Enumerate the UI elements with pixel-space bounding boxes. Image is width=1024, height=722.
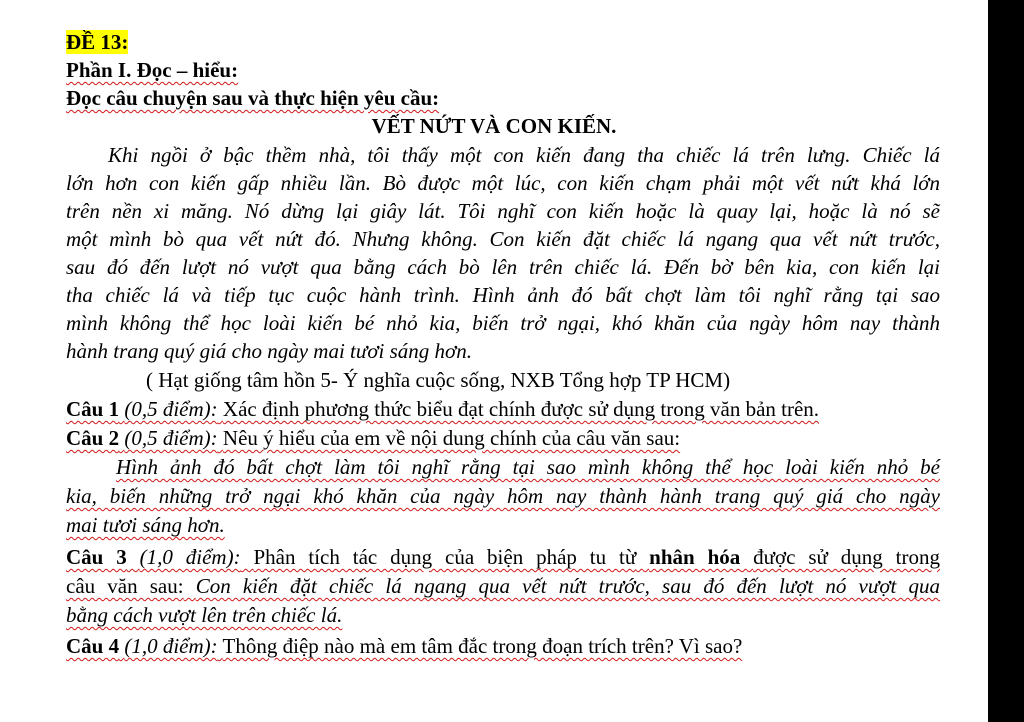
question-2-quote-line: mai tươi sáng hơn.: [66, 513, 225, 537]
question-2-quote-line: Hình ảnh đó bất chợt làm tôi nghĩ rằng tại sao mình không thể học loài kiến nhỏ bé: [116, 455, 940, 479]
exam-title: ĐỀ 13:: [66, 30, 129, 54]
question-3-line-3: bằng cách vượt lên trên chiếc lá.: [66, 603, 343, 627]
question-text: được sử dụng trong: [753, 545, 940, 569]
question-quote: Con kiến đặt chiếc lá ngang qua vết nứt trước, sau đó đến lượt nó vượt qua: [195, 574, 941, 598]
instruction: Đọc câu chuyện sau và thực hiện yêu cầu:: [66, 86, 440, 110]
story-line: tha chiếc lá và tiếp tục cuộc hành trình. Hình ảnh đó bất chợt làm tôi nghĩ rằng tại sao: [66, 283, 940, 307]
window-edge: [988, 0, 1024, 722]
question-label: Câu 4: [66, 634, 120, 658]
question-text: Thông điệp nào mà em tâm đắc trong đoạn trích trên? Vì sao?: [222, 634, 743, 658]
story-line: mình không thể học loài kiến bé nhỏ kia, biến trở ngại, khó khăn của ngày hôm nay thành: [66, 311, 940, 335]
question-text: Nêu ý hiểu của em về nội dung chính của câu văn sau:: [222, 426, 681, 450]
story-title: VẾT NỨT VÀ CON KIẾN.: [371, 114, 617, 138]
question-label: Câu 3: [66, 545, 127, 569]
question-points: (0,5 điểm):: [124, 397, 218, 421]
question-2: [66, 424, 680, 452]
question-3-line-2: [66, 572, 940, 600]
question-points: (1,0 điểm):: [124, 634, 218, 658]
question-2-quote-line: kia, biến những trở ngại khó khăn của ngày hôm nay thành hành trang quý giá cho ngày: [66, 484, 940, 508]
part-title: Phần I. Đọc – hiểu:: [66, 58, 239, 82]
question-term: nhân hóa: [649, 545, 741, 569]
question-points: (0,5 điểm):: [124, 426, 218, 450]
question-label: Câu 2: [66, 426, 120, 450]
question-label: Câu 1: [66, 397, 120, 421]
story-line: lớn hơn con kiến gấp nhiều lần. Bò được một lúc, con kiến chạm phải một vết nứt khá lớn: [66, 171, 940, 195]
question-text: Xác định phương thức biểu đạt chính được sử dụng trong văn bản trên.: [222, 397, 820, 421]
story-line: sau đó đến lượt nó vượt qua bằng cách bò lên trên chiếc lá. Đến bờ bên kia, con kiến lại: [66, 255, 940, 279]
question-1: [66, 395, 819, 423]
question-4: [66, 632, 742, 660]
story-line: trên nền xi măng. Nó dừng lại giây lát. Tôi nghĩ con kiến hoặc là quay lại, hoặc là nó sẽ: [66, 199, 940, 223]
question-3: [66, 543, 940, 571]
question-text: câu văn sau:: [66, 574, 184, 598]
question-text: Phân tích tác dụng của biện pháp tu từ: [253, 545, 637, 569]
story-line: Khi ngồi ở bậc thềm nhà, tôi thấy một con kiến đang tha chiếc lá trên lưng. Chiếc lá: [108, 143, 940, 167]
question-points: (1,0 điểm):: [139, 545, 241, 569]
story-source: ( Hạt giống tâm hồn 5- Ý nghĩa cuộc sống, NXB Tổng hợp TP HCM): [146, 368, 731, 392]
story-line: hành trang quý giá cho ngày mai tươi sáng hơn.: [66, 339, 473, 363]
story-line: một mình bò qua vết nứt đó. Nhưng không. Con kiến đặt chiếc lá ngang qua vết nứt trước,: [66, 227, 940, 251]
